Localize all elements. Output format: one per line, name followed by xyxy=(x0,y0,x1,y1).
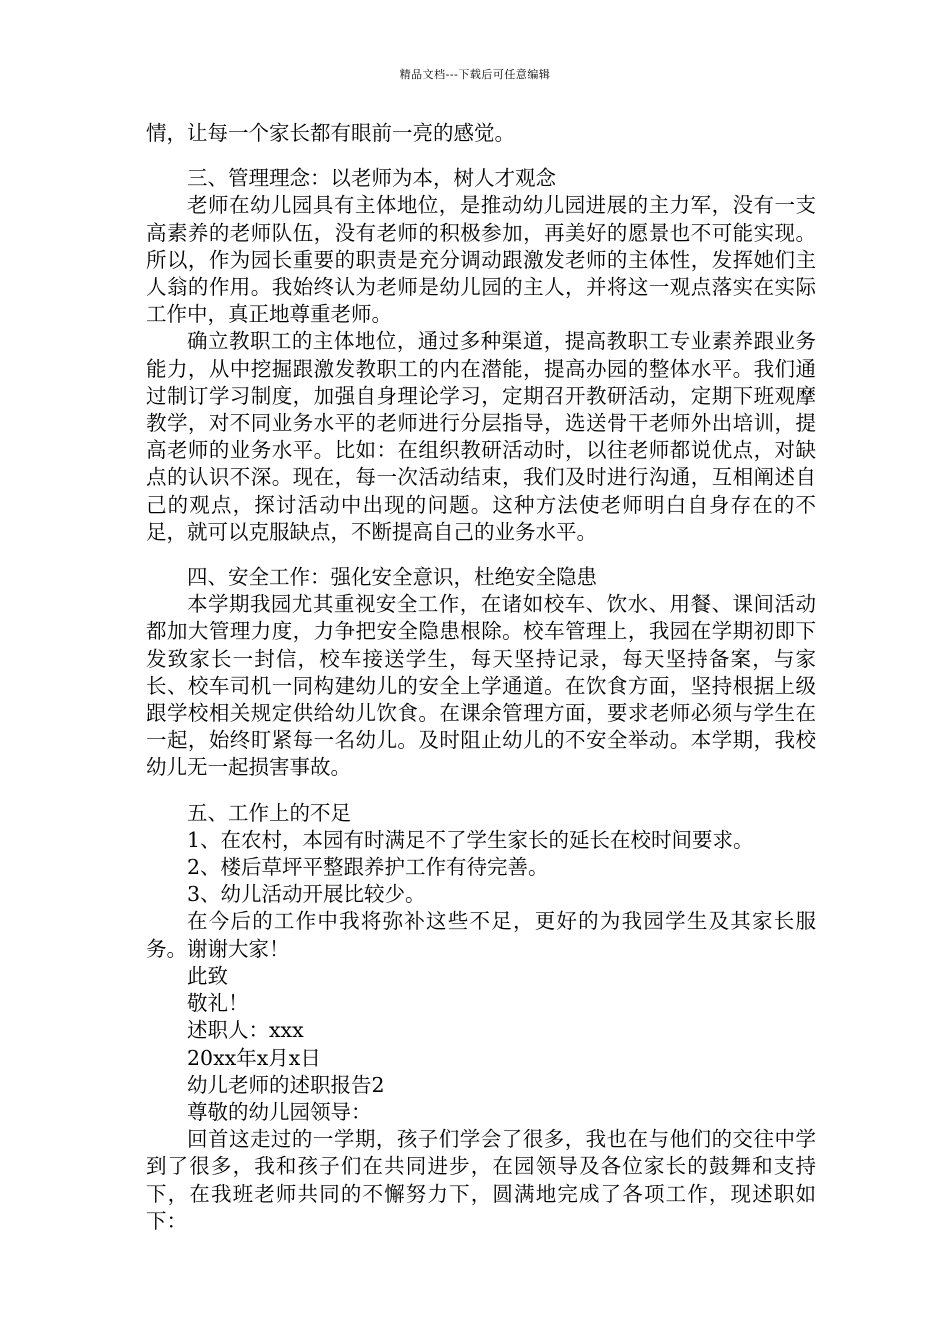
list-item: 2、楼后草坪平整跟养护工作有待完善。 xyxy=(187,855,549,880)
section-heading-5: 五、工作上的不足 xyxy=(187,800,351,825)
paragraph-staff-development: 确立教职工的主体地位，通过多种渠道，提高教职工专业素养跟业务能力，从中挖掘跟激发教职工的内在潜能，提高办园的整体水平。我们通过制订学习制度，加强自身理论学习，定期召开教研活动，定期下班观摩教学，对不同业务水平的老师进行分层指导，选送骨干老师外出培训，提高老师的业务水平。比如：在组织教研活动时，以往老师都说优点，对缺点的认识不深。现在，每一次活动结束，我们及时进行沟通，互相阐述自己的观点，探讨活动中出现的问题。这种方法使老师明白自身存在的不足，就可以克服缺点，不断提高自己的业务水平。 xyxy=(146,329,816,544)
document-body xyxy=(146,120,816,1235)
list-item: 1、在农村，本园有时满足不了学生家长的延长在校时间要求。 xyxy=(187,827,754,852)
paragraph-closing: 在今后的工作中我将弥补这些不足，更好的为我园学生及其家长服务。谢谢大家！ xyxy=(146,909,816,961)
greeting: 尊敬的幼儿园领导： xyxy=(187,1099,372,1124)
paragraph-review: 回首这走过的一学期，孩子们学会了很多，我也在与他们的交往中学到了很多，我和孩子们在共同进步，在园领导及各位家长的鼓舞和支持下，在我班老师共同的不懈努力下，圆满地完成了各项工作，现述职如下： xyxy=(146,1127,816,1233)
section-heading-4: 四、安全工作：强化安全意识，杜绝安全隐患 xyxy=(187,565,597,590)
paragraph-safety: 本学期我园尤其重视安全工作，在诸如校车、饮水、用餐、课间活动都加大管理力度，力争把安全隐患根除。校车管理上，我园在学期初即下发致家长一封信，校车接送学生，每天坚持记录，每天坚持备案，与家长、校车司机一同构建幼儿的安全上学通道。在饮食方面，坚持根据上级跟学校相关规定供给幼儿饮食。在课余管理方面，要求老师必须与学生在一起，始终盯紧每一名幼儿。及时阻止幼儿的不安全举动。本学期，我校幼儿无一起损害事故。 xyxy=(146,592,816,780)
report-title-2: 幼儿老师的述职报告2 xyxy=(187,1072,385,1097)
paragraph-teacher-role: 老师在幼儿园具有主体地位，是推动幼儿园进展的主力军，没有一支高素养的老师队伍，没有老师的积极参加，再美好的愿景也不可能实现。所以，作为园长重要的职责是充分调动跟激发老师的主体性，发挥她们主人翁的作用。我始终认为老师是幼儿园的主人，并将这一观点落实在实际工作中，真正地尊重老师。 xyxy=(146,193,816,327)
section-heading-3: 三、管理理念：以老师为本，树人才观念 xyxy=(187,166,556,191)
signature-name: 述职人：xxx xyxy=(187,1018,304,1043)
paragraph-continuation: 情，让每一个家长都有眼前一亮的感觉。 xyxy=(146,121,515,145)
closing-regards: 敬礼！ xyxy=(187,991,249,1016)
page-header: 精品文档---下载后可任意编辑 xyxy=(399,68,551,81)
closing-salutation: 此致 xyxy=(187,963,228,988)
list-item: 3、幼儿活动开展比较少。 xyxy=(187,882,426,907)
signature-date: 20xx年x月x日 xyxy=(187,1045,321,1070)
